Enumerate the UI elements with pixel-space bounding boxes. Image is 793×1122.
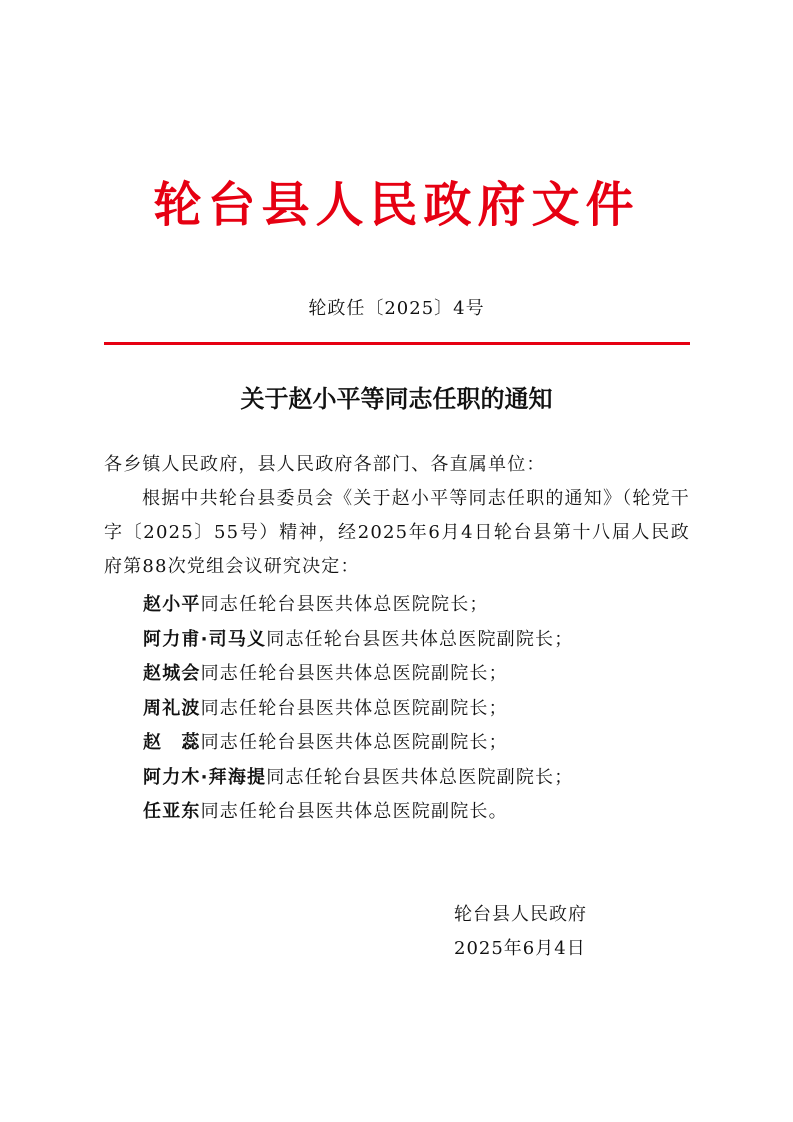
appointment-item (143, 657, 703, 692)
notice-title: 关于赵小平等同志任职的通知 (240, 384, 553, 413)
appointee-name: 阿力甫·司马义 (143, 628, 267, 650)
body-paragraph: 根据中共轮台县委员会《关于赵小平等同志任职的通知》（轮党干字〔2025〕55号）精神，经2025年6月4日轮台县第十八届人民政府第88次党组会议研究决定： (104, 488, 690, 577)
appointment-position: 同志任轮台县医共体总医院副院长； (266, 766, 574, 788)
appointee-name: 赵城会 (143, 663, 201, 684)
appointment-position: 同志任轮台县医共体总医院副院长； (200, 663, 508, 684)
red-divider-line (104, 342, 690, 345)
appointment-item (143, 795, 703, 830)
appointment-item (143, 726, 703, 761)
appointee-name: 任亚东 (143, 801, 201, 822)
appointment-item (143, 588, 703, 623)
issuer-name: 轮台县人民政府 (454, 904, 587, 925)
salutation: 各乡镇人民政府，县人民政府各部门、各直属单位： (104, 454, 546, 475)
appointee-name: 赵 蕊 (143, 732, 201, 753)
appointment-item (143, 761, 703, 796)
appointee-name: 赵小平 (143, 594, 201, 615)
appointment-position: 同志任轮台县医共体总医院副院长； (266, 628, 574, 650)
appointment-item (143, 692, 703, 727)
appointment-list (143, 588, 703, 830)
appointment-position: 同志任轮台县医共体总医院副院长； (200, 697, 508, 719)
appointment-item (143, 623, 703, 658)
appointee-name: 阿力木·拜海提 (143, 766, 267, 788)
appointee-name: 周礼波 (143, 697, 201, 719)
document-number: 轮政任〔2025〕4号 (308, 298, 485, 319)
signature-block (454, 898, 587, 966)
appointment-position: 同志任轮台县医共体总医院副院长； (200, 732, 508, 753)
appointment-position: 同志任轮台县医共体总医院副院长。 (200, 801, 508, 822)
appointment-position: 同志任轮台县医共体总医院院长； (200, 594, 489, 615)
issue-date: 2025年6月4日 (454, 938, 586, 959)
document-masthead: 轮台县人民政府文件 (153, 177, 640, 233)
